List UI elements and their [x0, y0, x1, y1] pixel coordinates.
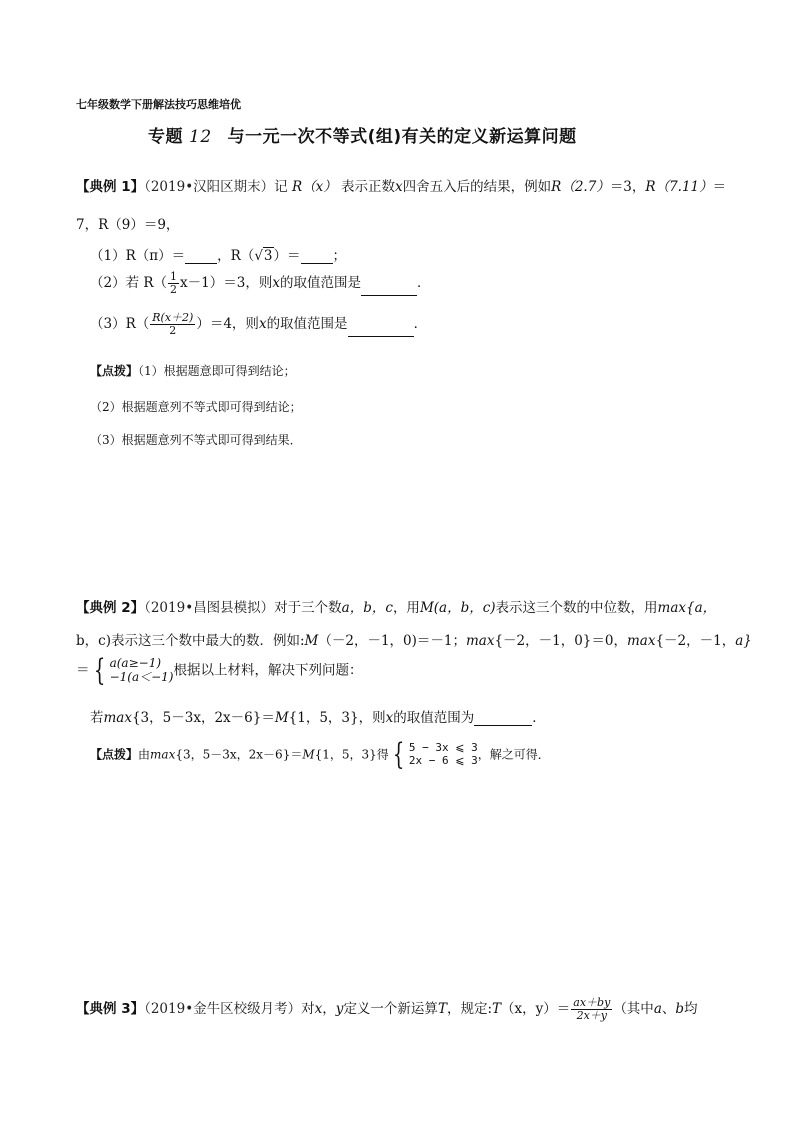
ex2-q-text-a: 若	[90, 710, 104, 726]
title-prefix: 专题	[148, 127, 183, 147]
ex1-q1-text-d: ；	[332, 248, 347, 264]
case-2: −1(a＜−1)	[109, 670, 174, 684]
ex3-tag: 【典例 3】	[76, 1001, 145, 1017]
ex3-line-1	[76, 997, 698, 1022]
ex2-tip-var-max: max	[150, 747, 176, 762]
ex2-question: 若max{3，5－3x，2x－6}＝M{1，5，3}，则x的取值范围为 ．	[90, 710, 546, 726]
ex3-text-b: ，	[322, 1001, 336, 1017]
ex1-var-x: x	[395, 179, 403, 195]
ex2-var-max-2: max	[627, 633, 656, 649]
fraction-denominator: 2	[170, 283, 178, 296]
ex2-var-max-1: max	[465, 633, 495, 649]
ex2-q-var-max: max	[103, 710, 132, 726]
ex2-tip-system	[389, 737, 478, 772]
ex3-text-e: （x，y）＝	[501, 1001, 571, 1017]
ex1-line-1	[76, 175, 726, 195]
ex1-q2: （2）若 R（ $\frac{1}{2}$ x－1）＝3，则x的取值范围是 ．	[90, 270, 431, 296]
ex2-var-abc: a，b，c	[341, 600, 393, 616]
ex2-tip	[90, 737, 550, 772]
ex2-q-text-d: 的取值范围为	[393, 710, 475, 726]
ex1-q3-label: （3）R（	[90, 316, 150, 332]
title-number: 12	[189, 127, 212, 147]
ex2-tip-text-b: {3，5－3x，2x－6}＝	[175, 747, 303, 762]
ex1-q2-label: （2）若 R（	[90, 275, 168, 291]
ex2-source: （2019•昌图县模拟）	[144, 600, 275, 616]
ex2-tip-tag: 【点拨】	[90, 747, 139, 762]
ex1-text-b: 表示正数	[341, 179, 396, 195]
piecewise-cases	[110, 657, 174, 685]
ex3-text-g: 、	[661, 1001, 676, 1017]
ex2-q-blank[interactable]	[474, 711, 532, 726]
ex3-var-T: T	[437, 1001, 447, 1017]
ex1-q3-text-c: 的取值范围是	[266, 316, 348, 332]
ex1-var-R27: R（2.7）	[551, 179, 610, 195]
ex3-text-f: （其中	[613, 1001, 654, 1017]
ex1-text-d: ＝3，	[609, 179, 646, 195]
ex1-source: （2019•汉阳区期末）	[144, 179, 275, 195]
sqrt-radicand: 3	[263, 248, 273, 264]
ex1-q3-fraction	[150, 312, 195, 336]
ex1-q3-text-b: ）＝4，则	[196, 316, 259, 332]
fraction-denominator: 2x＋y	[576, 1009, 607, 1022]
ex2-var-M: M	[304, 633, 319, 649]
ex2-var-a-close: a}	[735, 633, 752, 649]
ex2-text-c: 表示这三个数的中位数，用	[495, 600, 658, 616]
ex1-tag: 【典例 1】	[76, 179, 145, 195]
ex1-text-c: 四舍五入后的结果，例如	[402, 179, 552, 195]
ex2-tag: 【典例 2】	[76, 600, 145, 616]
ex1-q2-text-b: x－1）＝3，则	[180, 275, 273, 291]
ex1-q2-var-x: x	[272, 275, 280, 291]
ex1-q1	[90, 244, 346, 264]
ex1-tip-tag: 【点拨】	[90, 364, 139, 378]
left-brace-symbol: {	[93, 653, 105, 688]
ex1-q1-text-c: ）＝	[273, 248, 301, 264]
inequality-1: 5 − 3x ⩽ 3	[408, 741, 478, 755]
title-text: 与一元一次不等式(组)有关的定义新运算问题	[227, 127, 577, 147]
ex2-text-b: ，用	[392, 600, 420, 616]
fraction-numerator: ax＋by	[573, 996, 611, 1010]
ex2-tip-text-d: ，解之可得．	[477, 747, 550, 762]
fraction-numerator: 1	[170, 270, 178, 284]
ex1-q1-label: （1）	[90, 248, 126, 264]
ex1-q2-text-c: 的取值范围是	[279, 275, 361, 291]
ex3-text-c: 定义一个新运算	[343, 1001, 438, 1017]
ex1-text-a: 记	[274, 179, 288, 195]
inequality-2: 2x − 6 ⩽ 3	[408, 754, 478, 767]
fraction-numerator: R(x＋2)	[152, 311, 194, 325]
ex3-text-h: 均	[684, 1001, 698, 1017]
ex2-var-max-a: max{a，	[657, 600, 717, 616]
ex1-q1-blank-1[interactable]	[185, 249, 217, 264]
ex2-line-3	[76, 653, 363, 688]
ex2-text-l2d: {－2，－1，	[655, 633, 736, 649]
ex2-eq: ＝	[76, 662, 90, 679]
ex2-line-2	[76, 629, 752, 649]
ex1-text-e: ＝	[712, 179, 727, 195]
ex1-line-2: 7，R（9）＝9，	[76, 217, 180, 233]
ex2-text-l2c: {－2，－1，0}＝0，	[494, 633, 627, 649]
ex3-var-a: a	[653, 1001, 662, 1017]
ex1-q1-text-a: R（π）＝	[125, 248, 186, 264]
ex2-tip-text-c: {1，5，3}得	[314, 747, 389, 762]
inequality-system	[409, 742, 478, 767]
ex2-q-text-c: {1，5，3}，则	[288, 710, 386, 726]
ex2-q-var-x: x	[385, 710, 394, 726]
ex2-var-Mabc: M(a，b，c)	[419, 600, 496, 616]
ex1-tip-2: （2）根据题意列不等式即可得到结论；	[90, 400, 302, 414]
ex1-q2-fraction	[168, 271, 179, 295]
ex3-var-T2: T	[492, 1001, 502, 1017]
ex1-var-Rx: R（x）	[291, 179, 337, 195]
ex1-q3-blank[interactable]	[348, 322, 414, 337]
ex1-q3: （3）R（ $\frac{R(x+2)}{2}$ ）＝4，则x的取值范围是 ．	[90, 311, 428, 337]
page-title	[148, 122, 577, 147]
ex2-tip-var-M: M	[302, 747, 315, 762]
ex2-text-l3b: 根据以上材料，解决下列问题：	[173, 662, 363, 679]
ex1-q2-blank[interactable]	[361, 281, 417, 296]
ex2-text-l2b: （－2，－1，0)＝－1；	[318, 633, 466, 649]
ex1-tip-3: （3）根据题意列不等式即可得到结果．	[90, 433, 302, 447]
ex3-var-x: x	[314, 1001, 323, 1017]
ex1-q3-var-x: x	[258, 316, 267, 332]
ex2-q-text-b: {3，5－3x，2x－6}＝	[131, 710, 275, 726]
left-brace-symbol: {	[392, 737, 405, 772]
fraction-denominator: 2	[169, 324, 177, 337]
ex2-text-a: 对于三个数	[274, 600, 342, 616]
ex1-q1-blank-2[interactable]	[301, 249, 333, 264]
ex1-tip-1	[90, 362, 296, 379]
ex3-text-a: 对	[301, 1001, 315, 1017]
ex3-text-d: ，规定:	[446, 1001, 493, 1017]
ex1-var-R711: R（7.11）	[645, 179, 713, 195]
ex2-q-var-M: M	[274, 710, 289, 726]
document-header: 七年级数学下册解法技巧思维培优	[76, 98, 241, 111]
ex3-fraction	[571, 997, 612, 1021]
ex3-var-y: y	[335, 1001, 344, 1017]
case-1: a(a≥−1)	[109, 656, 162, 671]
ex2-text-l2a: b，c)表示这三个数中最大的数．例如:	[76, 633, 305, 649]
ex2-line-1	[76, 596, 716, 616]
ex3-source: （2019•金牛区校级月考）	[144, 1001, 302, 1017]
ex2-piecewise	[90, 653, 174, 688]
sqrt-3-symbol: √3	[254, 248, 273, 264]
ex1-q1-text-b: ，R（	[217, 248, 255, 264]
ex1-tip-text-1: （1）根据题意即可得到结论；	[138, 364, 296, 378]
ex3-var-b: b	[675, 1001, 685, 1017]
ex2-tip-text-a: 由	[138, 747, 151, 762]
